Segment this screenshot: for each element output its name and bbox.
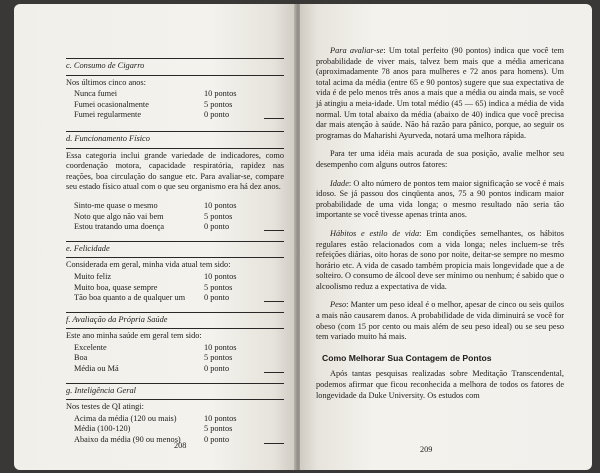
- section-title-inteligencia: g. Inteligência Geral: [66, 385, 137, 395]
- option-points: 0 ponto: [204, 364, 230, 374]
- option-row: [66, 424, 284, 435]
- option-row: [66, 272, 284, 283]
- option-points: 10 pontos: [204, 413, 237, 423]
- section-title-felicidade: e. Felicidade: [66, 243, 110, 253]
- section-paragraph: Essa categoria inclui grande variedade de indicadores, como coordenação motora, capacidade respiratória, rapidez nas reações, boa circulação do sangue etc. Para avaliar-se, compare seu estado físico atual com o que seu organismo era há dez anos.: [66, 150, 284, 192]
- paragraph-meditacao: Após tantas pesquisas realizadas sobre Meditação Transcendental, podemos afirmar que ficou reconhecida a melhora de todos os fatores de longevidade da Duke University. Os estudos com: [316, 369, 564, 400]
- questionnaire: [66, 50, 284, 446]
- left-page: [14, 4, 296, 470]
- section-intro: Nos testes de QI atingi:: [66, 402, 144, 412]
- option-row: [66, 293, 284, 304]
- body-text: [316, 46, 564, 409]
- option-label: Excelente: [74, 342, 107, 352]
- right-page: [300, 4, 592, 470]
- section-rule: [66, 399, 284, 400]
- option-points: 0 ponto: [204, 110, 230, 120]
- option-points: 0 ponto: [204, 222, 230, 232]
- option-row: [66, 100, 284, 111]
- section-rule: [66, 328, 284, 329]
- paragraph-peso: [316, 300, 564, 342]
- page-number-left: 208: [174, 441, 187, 450]
- paragraph-avaliar: [316, 46, 564, 141]
- option-row: [66, 343, 284, 354]
- section-title-saude: f. Avaliação da Própria Saúde: [66, 314, 168, 324]
- score-blank-line: [264, 293, 284, 302]
- section-intro: Considerada em geral, minha vida atual tem sido:: [66, 260, 231, 270]
- option-label: Nunca fumei: [74, 89, 118, 99]
- option-label: Muito boa, quase sempre: [74, 282, 158, 292]
- section-rule: [66, 257, 284, 258]
- paragraph-text: : O alto número de pontos tem maior significação se você é mais idoso. Se já passou dos cinqüenta anos, 75 a 90 pontos indicam maior probabilidade de uma vida longa; o mesmo resultado não seria tão importante se você tivesse apenas trinta anos.: [316, 178, 564, 220]
- paragraph-idade: [316, 179, 564, 221]
- option-points: 0 ponto: [204, 293, 230, 303]
- option-row: [66, 283, 284, 294]
- paragraph-lead: Peso: [330, 300, 347, 310]
- option-label: Acima da média (120 ou mais): [74, 413, 177, 423]
- option-points: 5 pontos: [204, 424, 233, 434]
- option-label: Média (100-120): [74, 424, 131, 434]
- option-row: [66, 201, 284, 212]
- option-label: Média ou Má: [74, 364, 119, 374]
- paragraph-lead: Para avaliar-se: [330, 46, 384, 55]
- option-row: [66, 89, 284, 100]
- option-row: [66, 414, 284, 425]
- option-label: Estou tratando uma doença: [74, 222, 165, 232]
- option-row: [66, 353, 284, 364]
- paragraph-text: : Manter um peso ideal é o melhor, apesar de cinco ou seis quilos a mais não causarem danos. A probabilidade de vida diminuirá se você for obeso (com 15 por cento ou mais além de seu peso ideal) ou se seu peso tem variado muito há mais.: [316, 300, 564, 342]
- paragraph-lead: Hábitos e estilo de vida: [330, 228, 420, 238]
- option-label: Noto que algo não vai bem: [74, 211, 164, 221]
- paragraph-text: : Em condições semelhantes, os hábitos regulares estão relacionados com a vida longa; neles incluem-se três refeições diárias, oito horas de sono por noite, deitar-se sempre no mesmo horário etc. A vida de casado também propicia mais longevidade que a de solteiro. O consumo de álcool deve ser mínimo ou nenhum; é sabido que o alcoolismo reduz a expectativa de vida.: [316, 228, 564, 291]
- section-heading: Como Melhorar Sua Contagem de Pontos: [322, 352, 492, 363]
- option-points: 5 pontos: [204, 99, 233, 109]
- option-points: 5 pontos: [204, 282, 233, 292]
- option-row: [66, 364, 284, 375]
- page-number-right: 209: [420, 445, 433, 454]
- option-row: [66, 222, 284, 233]
- section-rule: [66, 148, 284, 149]
- section-title-cigarro: c. Consumo de Cigarro: [66, 61, 145, 70]
- option-row: [66, 110, 284, 121]
- option-label: Sinto-me quase o mesmo: [74, 200, 158, 210]
- score-blank-line: [264, 110, 284, 119]
- option-row: [66, 212, 284, 223]
- paragraph-habitos: [316, 229, 564, 293]
- option-points: 10 pontos: [204, 200, 237, 210]
- section-intro: Este ano minha saúde em geral tem sido:: [66, 331, 202, 341]
- score-blank-line: [264, 435, 284, 444]
- score-blank-line: [264, 222, 284, 231]
- option-points: 5 pontos: [204, 211, 233, 221]
- option-label: Fumei ocasionalmente: [74, 99, 149, 109]
- section-rule: [66, 75, 284, 76]
- section-title-funcionamento: d. Funcionamento Físico: [66, 133, 150, 143]
- paragraph-lead: Idade: [330, 178, 349, 188]
- score-blank-line: [264, 364, 284, 373]
- paragraph-text: : Um total perfeito (90 pontos) indica que você tem probabilidade de viver mais, talvez bem mais que a média americana (aproximadamente 78 anos para mulheres e 72 anos para homens). Um total acima da média (entre 65 e 90 pontos) sugere que sua expectativa de vida é de pelo menos três anos a mais que a média ou ainda mais, se você já atingiu a meia-idade. Um total médio (45 — 65) indica a média de vida normal. Um total abaixo da média (abaixo de 40) indica que você precisa dar mais atenção à saúde. Não há razão para pânico, porque, ao seguir os programas do Maharishi Ayurveda, notará uma melhora rápida.: [316, 46, 564, 140]
- option-points: 10 pontos: [204, 342, 237, 352]
- option-label: Boa: [74, 353, 88, 363]
- option-points: 5 pontos: [204, 353, 233, 363]
- paragraph-intro-fatores: Para ter uma idéia mais acurada de sua posição, avalie melhor seu desempenho com alguns outros fatores:: [316, 149, 564, 169]
- option-points: 0 ponto: [204, 435, 230, 445]
- option-points: 10 pontos: [204, 89, 237, 99]
- option-label: Abaixo da média (90 ou menos): [74, 435, 181, 445]
- option-points: 10 pontos: [204, 271, 237, 281]
- option-label: Tão boa quanto a de qualquer um: [74, 293, 186, 303]
- section-intro: Nos últimos cinco anos:: [66, 77, 146, 87]
- option-label: Muito feliz: [74, 271, 112, 281]
- option-label: Fumei regularmente: [74, 110, 142, 120]
